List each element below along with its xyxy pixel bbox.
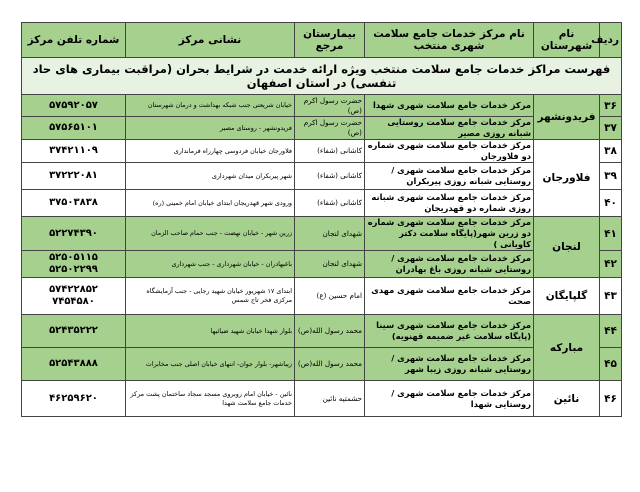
header-row-number: ردیف [600,23,622,58]
reference-hospital: کاشانی (شفاء) [295,140,365,163]
row-number: ۴۳ [600,278,622,315]
center-address: باغبهادران - خیابان شهرداری - جنب شهرداری [126,251,295,278]
center-address: زرین شهر - خیابان نهضت - جنب حمام صاحب الزمان [126,217,295,251]
center-name: مرکز خدمات جامع سلامت روستایی شبانه روزی مصیر [365,117,534,140]
center-phone: ۴۶۲۵۹۶۲۰ [22,381,126,417]
header-city: نام شهرستان [534,23,600,58]
table-row [22,117,622,140]
reference-hospital: حضرت رسول اکرم (ص) [295,117,365,140]
center-name: مرکز خدمات جامع سلامت شهری شهدا [365,95,534,117]
center-phone: ۵۲۵۰۵۱۱۵ ۵۲۵۰۲۲۹۹ [22,251,126,278]
row-number: ۴۴ [600,315,622,348]
reference-hospital: کاشانی (شفاء) [295,163,365,190]
center-address: بلوار شهدا خیابان شهید ضیائیها [126,315,295,348]
header-center-name: نام مرکز خدمات جامع سلامت شهری منتخب [365,23,534,58]
row-number: ۴۰ [600,190,622,217]
reference-hospital: شهدای لنجان [295,217,365,251]
row-number: ۴۱ [600,217,622,251]
table-row [22,163,622,190]
reference-hospital: محمد رسول الله(ص) [295,348,365,381]
center-name: مرکز خدمات جامع سلامت شهری / روستایی شهدا [365,381,534,417]
city-cell: لنجان [534,217,600,278]
city-cell: فریدونشهر [534,95,600,140]
table-row [22,140,622,163]
city-cell: نائین [534,381,600,417]
row-number: ۳۶ [600,95,622,117]
center-name: مرکز خدمات جامع سلامت شهری سینا (پایگاه سلامت غیر ضمیمه قهنویه) [365,315,534,348]
center-phone: ۳۷۵۰۳۸۳۸ [22,190,126,217]
center-phone: ۳۷۴۲۱۱۰۹ [22,140,126,163]
reference-hospital: امام حسین (ع) [295,278,365,315]
center-address: شهر پیربکران میدان شهرداری [126,163,295,190]
center-name: مرکز خدمات جامع سلامت شهری شماره دو زرین شهر(پایگاه سلامت دکتر کاویانی ) [365,217,534,251]
center-name: مرکز خدمات جامع سلامت شهری شماره دو فلاورجان [365,140,534,163]
city-cell: مبارکه [534,315,600,381]
table-row [22,315,622,348]
city-cell: فلاورجان [534,140,600,217]
center-phone: ۵۷۵۹۲۰۵۷ [22,95,126,117]
table-row [22,381,622,417]
center-address: فریدونشهر - روستای مصیر [126,117,295,140]
centers-table [21,22,622,417]
center-phone: ۵۲۲۷۴۳۹۰ [22,217,126,251]
center-address: ورودی شهر قهدریجان ابتدای خیابان امام خمینی (ره) [126,190,295,217]
center-address: فلاورجان خیابان فردوسی چهارراه فرمانداری [126,140,295,163]
center-name: مرکز خدمات جامع سلامت شهری / روستایی شبانه روزی پیربکران [365,163,534,190]
header-reference-hospital: بیمارستان مرجع [295,23,365,58]
center-address: خیابان شریعتی جنب شبکه بهداشت و درمان شهرستان [126,95,295,117]
center-address: زیباشهر- بلوار جوان- انتهای خیابان اصلی جنب مخابرات [126,348,295,381]
row-number: ۴۲ [600,251,622,278]
reference-hospital: شهدای لنجان [295,251,365,278]
table-row [22,348,622,381]
reference-hospital: حضرت رسول اکرم (ص) [295,95,365,117]
center-phone: ۵۲۴۳۵۲۲۲ [22,315,126,348]
reference-hospital: کاشانی (شفاء) [295,190,365,217]
table-row [22,251,622,278]
row-number: ۳۷ [600,117,622,140]
center-name: مرکز خدمات جامع سلامت شهری / روستایی شبانه روزی باغ بهادران [365,251,534,278]
table-row [22,217,622,251]
reference-hospital: محمد رسول الله(ص) [295,315,365,348]
row-number: ۳۸ [600,140,622,163]
center-address: نائین - خیابان امام روبروی مسجد سجاد ساختمان پشت مرکز خدمات جامع سلامت شهدا [126,381,295,417]
table-title: فهرست مراکز خدمات جامع سلامت منتخب ویژه ارائه خدمت در شرایط بحران (مراقبت بیماری های حاد تنفسی) در استان اصفهان [22,58,622,95]
center-phone: ۵۷۴۲۲۸۵۲ ۷۴۵۴۵۸۰ [22,278,126,315]
city-cell: گلپایگان [534,278,600,315]
center-phone: ۵۲۵۴۳۸۸۸ [22,348,126,381]
row-number: ۳۹ [600,163,622,190]
center-phone: ۳۷۲۲۲۰۸۱ [22,163,126,190]
center-name: مرکز خدمات جامع سلامت شهری مهدی صحت [365,278,534,315]
row-number: ۴۶ [600,381,622,417]
reference-hospital: حشمتیه نائین [295,381,365,417]
center-phone: ۵۷۵۶۵۱۰۱ [22,117,126,140]
table-row [22,95,622,117]
header-address: نشانی مرکز [126,23,295,58]
table-row [22,278,622,315]
center-address: ابتدای ۱۷ شهریور خیابان شهید رجایی - جنب آزمایشگاه مرکزی فخر تاج شمس [126,278,295,315]
row-number: ۴۵ [600,348,622,381]
center-name: مرکز خدمات جامع سلامت شهری / روستایی شبانه روزی زیبا شهر [365,348,534,381]
header-phone: شماره تلفن مرکز [22,23,126,58]
center-name: مرکز خدمات جامع سلامت شهری شبانه روزی شماره دو قهدریجان [365,190,534,217]
table-row [22,190,622,217]
